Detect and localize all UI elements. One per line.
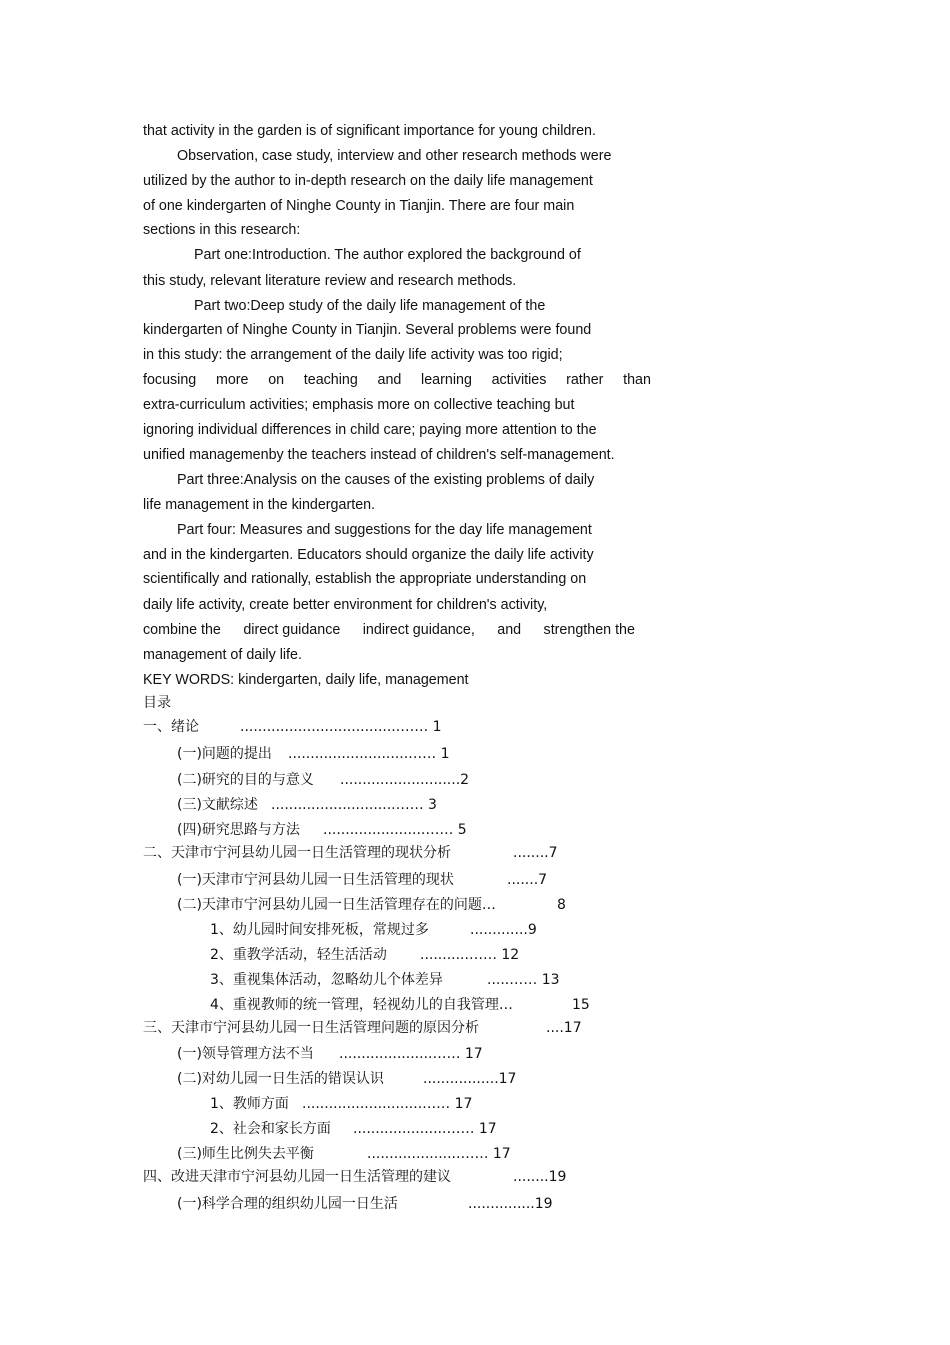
toc-entry-page: .......7 — [507, 872, 548, 888]
toc-entry[interactable] — [210, 996, 590, 1014]
toc-entry[interactable] — [143, 718, 442, 736]
abstract-line: Part three:Analysis on the causes of the existing problems of daily — [177, 472, 595, 488]
toc-entry[interactable] — [177, 871, 548, 889]
toc-entry-page: .......................…… 5 — [323, 822, 467, 838]
keywords-line: KEY WORDS: kindergarten, daily life, management — [143, 672, 469, 688]
toc-entry[interactable] — [177, 821, 467, 839]
toc-entry-page: ...........…… 12 — [420, 947, 520, 963]
toc-entry-label: (一)科学合理的组织幼儿园一日生活 — [177, 1196, 398, 1212]
word: indirect guidance, — [362, 622, 475, 638]
toc-entry-label: (一)问题的提出 — [177, 746, 272, 762]
toc-entry[interactable] — [177, 771, 470, 789]
abstract-line: of one kindergarten of Ninghe County in Tianjin. There are four main — [143, 198, 575, 214]
toc-entry-label: 1、幼儿园时间安排死板，常规过多 — [210, 922, 429, 938]
abstract-line: that activity in the garden is of significant importance for young children. — [143, 123, 596, 139]
toc-entry[interactable] — [210, 1120, 497, 1138]
word: and — [377, 372, 402, 388]
toc-entry[interactable] — [177, 745, 450, 763]
toc-entry[interactable] — [210, 946, 520, 964]
toc-entry-label: (一)领导管理方法不当 — [177, 1046, 314, 1062]
word: direct guidance — [243, 622, 341, 638]
toc-entry[interactable] — [177, 1195, 553, 1213]
abstract-line: life management in the kindergarten. — [143, 497, 376, 513]
toc-entry-label: 四、改进天津市宁河县幼儿园一日生活管理的建议 — [143, 1169, 451, 1185]
toc-entry[interactable] — [143, 1019, 582, 1037]
toc-entry[interactable] — [177, 1145, 511, 1163]
toc-entry-page: 8 — [557, 897, 566, 913]
toc-entry-page: ....17 — [546, 1020, 582, 1036]
abstract-line: sections in this research: — [143, 222, 301, 238]
toc-entry-page: ........19 — [513, 1169, 567, 1185]
abstract-line: management of daily life. — [143, 647, 302, 663]
toc-entry[interactable] — [177, 1045, 483, 1063]
abstract-line: in this study: the arrangement of the daily life activity was too rigid; — [143, 347, 563, 363]
toc-entry-page: .................17 — [423, 1071, 517, 1087]
toc-entry-page: ...........................2 — [340, 772, 470, 788]
toc-entry[interactable] — [177, 1070, 517, 1088]
toc-entry-label: 三、天津市宁河县幼儿园一日生活管理问题的原因分析 — [143, 1020, 479, 1036]
word: rather — [566, 372, 604, 388]
toc-entry-label: (一)天津市宁河县幼儿园一日生活管理的现状 — [177, 872, 454, 888]
toc-entry-page: ...............19 — [468, 1196, 553, 1212]
toc-entry[interactable] — [210, 1095, 473, 1113]
toc-entry[interactable] — [143, 844, 558, 862]
word: learning — [421, 372, 472, 388]
toc-entry-label: 2、社会和家长方面 — [210, 1121, 331, 1137]
abstract-line: and in the kindergarten. Educators should organize the daily life activity — [143, 547, 594, 563]
toc-entry-label: (四)研究思路与方法 — [177, 822, 300, 838]
word: combine the — [143, 622, 221, 638]
toc-entry-page: ............................…… 3 — [271, 797, 437, 813]
toc-entry-page: .............9 — [470, 922, 537, 938]
word: on — [268, 372, 285, 388]
toc-entry[interactable] — [177, 896, 566, 914]
toc-entry-label: 3、重视集体活动，忽略幼儿个体差异 — [210, 972, 443, 988]
toc-entry-page: ...........................…… 1 — [288, 746, 450, 762]
word: strengthen the — [543, 622, 635, 638]
toc-entry-label: 1、教师方面 — [210, 1096, 289, 1112]
toc-title: 目录 — [143, 695, 171, 711]
abstract-line: ignoring individual differences in child care; paying more attention to the — [143, 422, 597, 438]
abstract-line: extra-curriculum activities; emphasis more on collective teaching but — [143, 397, 575, 413]
word: activities — [491, 372, 547, 388]
toc-entry[interactable] — [210, 971, 560, 989]
word: focusing — [143, 372, 197, 388]
abstract-line: scientifically and rationally, establish the appropriate understanding on — [143, 571, 587, 587]
toc-entry-label: 一、绪论 — [143, 719, 199, 735]
toc-entry-label: (二)研究的目的与意义 — [177, 772, 314, 788]
toc-entry-page: .....................…… 17 — [339, 1046, 483, 1062]
toc-entry-label: (三)文献综述 — [177, 797, 258, 813]
toc-entry-page: ........7 — [513, 845, 558, 861]
toc-entry-label: (三)师生比例失去平衡 — [177, 1146, 314, 1162]
abstract-line: Part two:Deep study of the daily life management of the — [194, 298, 546, 314]
toc-entry-page: .....…… 13 — [487, 972, 560, 988]
toc-entry-page: ....................................…… 1 — [240, 719, 442, 735]
abstract-line: this study, relevant literature review and research methods. — [143, 273, 517, 289]
abstract-justified-line — [143, 371, 651, 389]
toc-entry-page: .....................…… 17 — [367, 1146, 511, 1162]
word: teaching — [303, 372, 358, 388]
word: than — [623, 372, 651, 388]
toc-entry-label: 2、重教学活动，轻生活活动 — [210, 947, 387, 963]
toc-entry[interactable] — [210, 921, 537, 939]
abstract-justified-line — [143, 621, 635, 639]
toc-entry-label: (二)天津市宁河县幼儿园一日生活管理存在的问题… — [177, 897, 496, 913]
toc-entry[interactable] — [177, 796, 437, 814]
toc-entry-label: 4、重视教师的统一管理，轻视幼儿的自我管理… — [210, 997, 513, 1013]
word: and — [497, 622, 522, 638]
abstract-line: daily life activity, create better environment for children's activity, — [143, 597, 548, 613]
toc-entry[interactable] — [143, 1168, 567, 1186]
toc-entry-label: 二、天津市宁河县幼儿园一日生活管理的现状分析 — [143, 845, 451, 861]
toc-entry-page: .....................…… 17 — [353, 1121, 497, 1137]
abstract-line: Part four: Measures and suggestions for the day life management — [177, 522, 592, 538]
abstract-line: kindergarten of Ninghe County in Tianjin. Several problems were found — [143, 322, 592, 338]
abstract-line: unified managemenby the teachers instead of children's self-management. — [143, 447, 615, 463]
toc-entry-page: ...........................…… 17 — [302, 1096, 473, 1112]
toc-entry-label: (二)对幼儿园一日生活的错误认识 — [177, 1071, 384, 1087]
toc-entry-page: 15 — [572, 997, 590, 1013]
abstract-line: Observation, case study, interview and other research methods were — [177, 148, 612, 164]
abstract-line: utilized by the author to in-depth research on the daily life management — [143, 173, 593, 189]
word: more — [215, 372, 249, 388]
abstract-line: Part one:Introduction. The author explored the background of — [194, 247, 581, 263]
